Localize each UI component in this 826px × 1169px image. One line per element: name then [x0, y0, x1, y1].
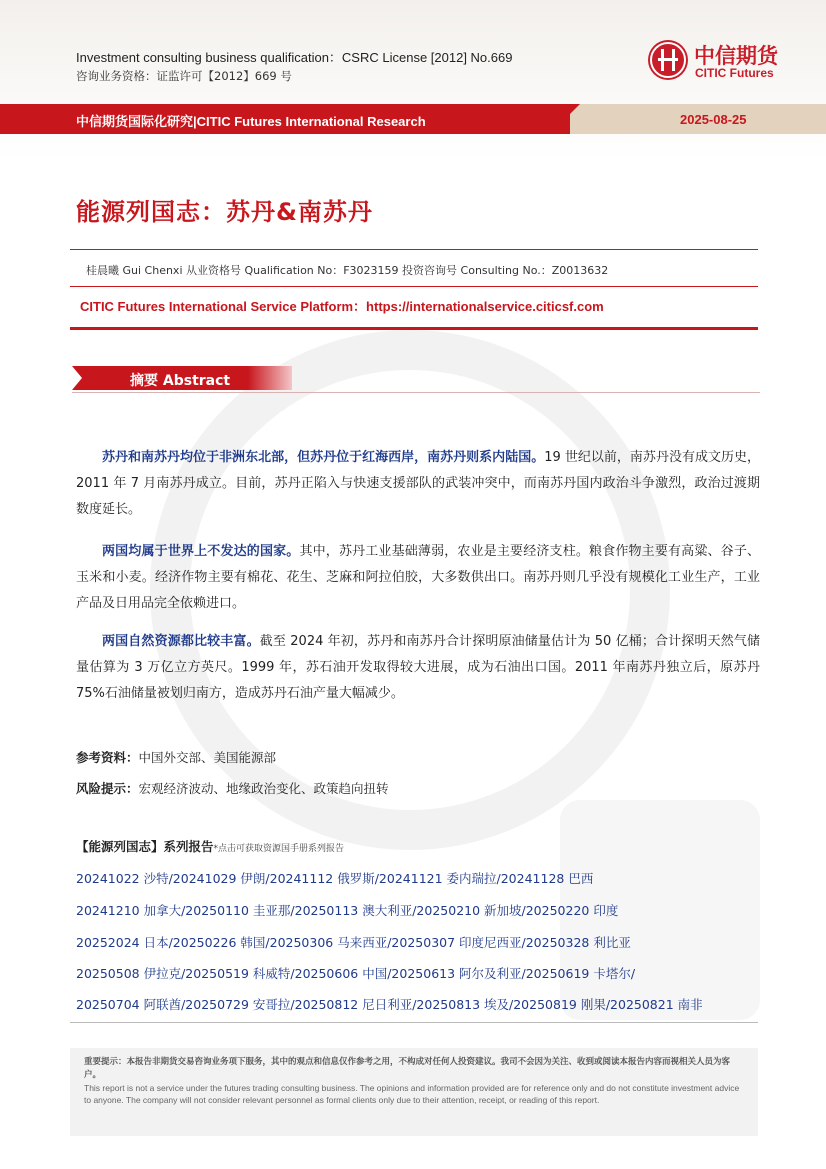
logo-text-cn: 中信期货 — [694, 44, 778, 68]
abstract-divider — [72, 392, 760, 393]
disclaimer-cn: 重要提示：本报告非期货交易咨询业务项下服务，其中的观点和信息仅作参考之用，不构成对任何人投资建议。我司不会因为关注、收到或阅读本报告内容而视相关人员为客户。 — [84, 1057, 731, 1080]
series-header — [76, 837, 344, 855]
disclaimer-en: This report is not a service under the futures trading consulting business. The opinions and information provided are for reference only and do not constitute investment advice to anyone. The company will not consider relevant personnel as formal clients only due to their attention, receipt, or reading of this report. — [84, 1083, 740, 1105]
citic-logo-icon — [648, 40, 688, 80]
platform-divider — [70, 327, 758, 330]
abstract-paragraph — [76, 539, 760, 617]
abstract-paragraph — [76, 629, 760, 707]
paragraph-highlight: 苏丹和南苏丹均位于非洲东北部，但苏丹位于红海西岸，南苏丹则系内陆国。 — [102, 450, 545, 465]
license-en: Investment consulting business qualification：CSRC License [2012] No.669 — [76, 50, 513, 65]
references — [76, 748, 276, 766]
abstract-paragraph — [76, 445, 760, 523]
series-link-row[interactable]: 20250508 伊拉克/20250519 科威特/20250606 中国/20250613 阿尔及利亚/20250619 卡塔尔/ — [76, 966, 636, 981]
paragraph-text: 19 世纪以前，南苏丹没有成文历史，2011 年 7 月南苏丹成立。目前，苏丹正陷入与快速支援部队的武装冲突中，而南苏丹国内政治斗争激烈，政治过渡期数度延长。 — [76, 450, 760, 517]
disclaimer-box — [70, 1048, 758, 1136]
series-link-row[interactable]: 20241022 沙特/20241029 伊朗/20241112 俄罗斯/20241121 委内瑞拉/20241128 巴西 — [76, 871, 594, 886]
abstract-tab — [72, 366, 292, 390]
series-link-row[interactable]: 20250704 阿联酋/20250729 安哥拉/20250812 尼日利亚/20250813 埃及/20250819 刚果/20250821 南非 — [76, 997, 703, 1012]
report-date: 2025-08-25 — [680, 112, 747, 127]
paragraph-text: 截至 2024 年初，苏丹和南苏丹合计探明原油储量估计为 50 亿桶；合计探明天然气储量估算为 3 万亿立方英尺。1999 年，苏石油开发取得较大进展，成为石油出口国。2011 年南苏丹独立后，原苏丹 75%石油储量被划归南方，造成苏丹石油产量大幅减少。 — [76, 634, 760, 701]
series-link-row[interactable]: 20241210 加拿大/20250110 圭亚那/20250113 澳大利亚/20250210 新加坡/20250220 印度 — [76, 903, 619, 918]
references-label: 参考资料： — [76, 750, 139, 765]
license-cn: 咨询业务资格：证监许可【2012】669 号 — [76, 69, 292, 83]
service-platform-link[interactable]: CITIC Futures International Service Platform：https://internationalservice.citicsf.com — [80, 299, 604, 314]
paragraph-highlight: 两国均属于世界上不发达的国家。 — [102, 544, 300, 559]
series-note: *点击可获取资源国手册系列报告 — [213, 844, 345, 854]
paragraph-text: 其中，苏丹工业基础薄弱，农业是主要经济支柱。粮食作物主要有高粱、谷子、玉米和小麦。经济作物主要有棉花、花生、芝麻和阿拉伯胶，大多数供出口。南苏丹则几乎没有规模化工业生产，工业产品及日用品完全依赖进口。 — [76, 544, 760, 611]
series-link-row[interactable]: 20252024 日本/20250226 韩国/20250306 马来西亚/20250307 印度尼西亚/20250328 利比亚 — [76, 935, 631, 950]
abstract-label: 摘要 Abstract — [130, 373, 231, 389]
author-divider — [70, 286, 758, 287]
title-divider — [70, 249, 758, 250]
paragraph-highlight: 两国自然资源都比较丰富。 — [102, 634, 260, 649]
page-title: 能源列国志：苏丹&南苏丹 — [76, 198, 373, 226]
header-title: 中信期货国际化研究|CITIC Futures International Research — [76, 114, 426, 129]
company-logo — [648, 40, 788, 84]
logo-text-en: CITIC Futures — [695, 66, 774, 80]
author-info: 桂晨曦 Gui Chenxi 从业资格号 Qualification No：F3023159 投资咨询号 Consulting No.：Z0013632 — [86, 264, 609, 277]
risk-value: 宏观经济波动、地缘政治变化、政策趋向扭转 — [138, 781, 389, 796]
series-divider — [70, 1022, 758, 1023]
series-title: 【能源列国志】系列报告 — [76, 839, 214, 854]
header-bar — [0, 104, 826, 134]
risk-warning — [76, 779, 389, 797]
tab-arrow-icon — [72, 366, 82, 390]
risk-label: 风险提示： — [76, 781, 139, 796]
references-value: 中国外交部、美国能源部 — [138, 750, 277, 765]
